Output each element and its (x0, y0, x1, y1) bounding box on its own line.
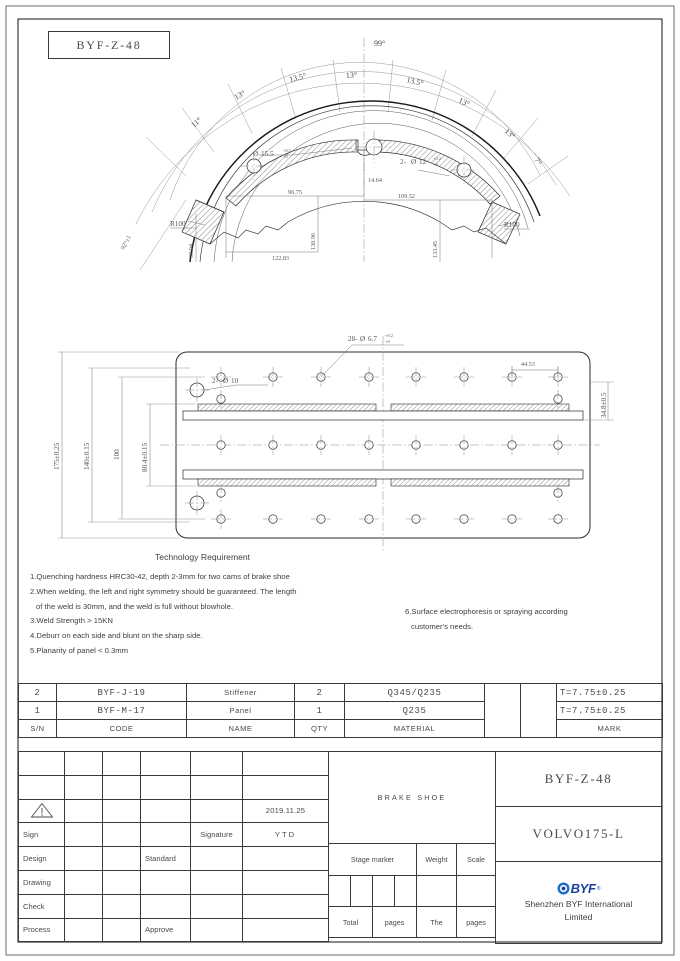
dim-96-75: 96.75 (288, 189, 302, 196)
angle-a5: 13° (457, 95, 472, 109)
process-label: Process (19, 918, 65, 942)
design-name-field[interactable] (65, 847, 103, 871)
bom-blank-a (485, 684, 521, 702)
svg-text:+0.2: +0.2 (385, 333, 393, 338)
revision-row-3 (19, 799, 329, 823)
warning-triangle-icon (19, 799, 65, 823)
bom-sn: 2 (19, 684, 57, 702)
angle-left-small: 11° (189, 115, 204, 130)
pages-row (329, 906, 496, 937)
dim-140: 140±0.15 (83, 442, 91, 470)
tech-item-1: 1.Quenching hardness HRC30-42, depth 2-3mm for two cams of brake shoe (30, 572, 290, 581)
rev-c6 (243, 752, 329, 776)
bom-material: Q345/Q235 (345, 684, 485, 702)
bom-header-blank-a (485, 720, 521, 738)
angle-a4: 13.5° (405, 75, 425, 88)
svg-text:2-: 2- (212, 377, 218, 385)
part-title-row (329, 752, 496, 844)
bom-name: Panel (187, 702, 295, 720)
part-title: BRAKE SHOE (329, 752, 496, 844)
rev-c3 (103, 799, 141, 823)
callout-side-holes (400, 156, 441, 167)
leader-2-d10 (204, 385, 236, 390)
sign-c3 (103, 823, 141, 847)
svg-text:Ø: Ø (253, 150, 259, 158)
radius-left: R100 (170, 220, 186, 228)
rev-c2 (65, 775, 103, 799)
standard-date-field[interactable] (243, 847, 329, 871)
the-label: The (417, 906, 457, 937)
tech-item-3: 3.Weld Strength > 15KN (30, 616, 113, 626)
bom-blank-b (521, 702, 557, 720)
rev-c6 (243, 775, 329, 799)
approve-label: Approve (141, 918, 191, 942)
process-name-field[interactable] (65, 918, 103, 942)
drawing-number-tag (48, 31, 170, 59)
scale-value[interactable] (457, 875, 496, 906)
design-label: Design (19, 847, 65, 871)
bom-mark: T=7.75±0.25 (557, 684, 663, 702)
svg-text:2-: 2- (400, 158, 406, 166)
bom-code: BYF-M-17 (57, 702, 187, 720)
technology-items-right (405, 570, 640, 659)
callout-center-hole (253, 148, 291, 159)
company-name-line1: Shenzhen BYF International (524, 899, 633, 910)
drawing-name-field[interactable] (65, 870, 103, 894)
standard-name-field[interactable] (191, 847, 243, 871)
svg-text:12: 12 (419, 158, 427, 166)
angle-left-taper: 92°±1 (119, 234, 133, 251)
dim-175: 175±0.25 (53, 442, 61, 470)
rev-c1 (19, 752, 65, 776)
dim-14-64: 14.64 (368, 177, 382, 184)
dim-100: 100 (113, 449, 121, 460)
technology-requirement-title: Technology Requirement (155, 552, 251, 562)
bom-header-row (19, 720, 663, 738)
bom-material: Q235 (345, 702, 485, 720)
dim-34-8: 34.8±0.5 (600, 392, 608, 418)
dim-109-52: 109.52 (398, 193, 416, 200)
bom-header-qty: QTY (295, 720, 345, 738)
vehicle-model: VOLVO175-L (496, 807, 662, 862)
bom-header-blank-b (521, 720, 557, 738)
process-row (19, 918, 329, 942)
arc-hole-center (358, 131, 390, 163)
byf-logo-text: BYF (570, 881, 596, 897)
stage-values-row (329, 875, 496, 906)
svg-text:6.7: 6.7 (368, 335, 377, 343)
sign-label: Sign (19, 823, 65, 847)
stage-cell-1[interactable] (329, 875, 351, 906)
title-block-left (18, 751, 329, 942)
leader-side-holes (418, 170, 450, 176)
radius-right: R100 (504, 221, 520, 229)
angle-a2: 13.5° (288, 71, 308, 84)
dim-98-04: 98.04 (188, 244, 195, 258)
stage-header-row (329, 844, 496, 875)
drawing-row (19, 870, 329, 894)
tech-item-2-cont: of the weld is 30mm, and the weld is full without blowhole. (36, 601, 233, 611)
sign-c4 (141, 823, 191, 847)
svg-text:28-: 28- (348, 335, 358, 343)
byf-target-icon (557, 882, 570, 895)
bom-mark: T=7.75±0.25 (557, 702, 663, 720)
rev-c3 (103, 752, 141, 776)
svg-text:Ø: Ø (360, 335, 366, 343)
approve-name-field[interactable] (191, 918, 243, 942)
bom-blank-b (521, 684, 557, 702)
byf-logo-superscript: ® (596, 885, 601, 892)
angle-99: 99° (374, 39, 386, 48)
stage-cell-2[interactable] (351, 875, 373, 906)
rev-c4 (141, 752, 191, 776)
tech-item-6: 6.Surface electrophoresis or spraying according (405, 607, 568, 616)
revision-row-2 (19, 775, 329, 799)
angle-a6: 13° (502, 126, 518, 141)
svg-text:Ø: Ø (223, 377, 229, 385)
angle-a3: 13° (345, 70, 358, 80)
check-c6[interactable] (243, 894, 329, 918)
rev-c4 (141, 775, 191, 799)
stage-cell-4[interactable] (395, 875, 417, 906)
part-number-row (496, 752, 662, 807)
revision-row-1 (19, 752, 329, 776)
title-block-middle (328, 751, 496, 938)
bom-row-2 (19, 684, 663, 702)
stage-cell-3[interactable] (373, 875, 395, 906)
leader-28-holes (321, 345, 352, 377)
dim-138-96: 138.96 (310, 232, 317, 250)
dim-133-45: 133.45 (432, 240, 439, 258)
drawing-c4[interactable] (141, 870, 191, 894)
signature-label: Signature (191, 823, 243, 847)
tech-item-4: 4.Deburr on each side and blunt on the sharp side. (30, 631, 203, 641)
bom-sn: 1 (19, 702, 57, 720)
drawing-c5[interactable] (191, 870, 243, 894)
bom-table (18, 683, 663, 738)
drawing-c6[interactable] (243, 870, 329, 894)
design-date-field[interactable] (103, 847, 141, 871)
svg-text:+0: +0 (385, 339, 390, 344)
dim-80-4: 80.4±0.15 (141, 442, 149, 472)
approve-date-field[interactable] (243, 918, 329, 942)
drawing-label: Drawing (19, 870, 65, 894)
bom-header-sn: S/N (19, 720, 57, 738)
bom-header-mark: MARK (557, 720, 663, 738)
plan-dim-text (53, 333, 608, 472)
sign-row (19, 823, 329, 847)
check-name-field[interactable] (65, 894, 103, 918)
svg-text:15.5: 15.5 (261, 150, 274, 158)
tech-item-2: 2.When welding, the left and right symmetry should be guaranteed. The length (30, 586, 297, 596)
plan-hole-row-bottom (211, 509, 568, 529)
title-block-right (495, 751, 662, 944)
angle-a1: 13° (232, 88, 247, 102)
byf-logo (498, 881, 659, 896)
design-row (19, 847, 329, 871)
weight-label: Weight (417, 844, 457, 875)
company-row (496, 862, 662, 944)
rev-c2 (65, 799, 103, 823)
svg-text:Ø: Ø (411, 158, 417, 166)
rev-c1 (19, 775, 65, 799)
rev-c5 (191, 752, 243, 776)
rev-c2 (65, 752, 103, 776)
check-c4[interactable] (141, 894, 191, 918)
rev-c5 (191, 775, 243, 799)
angle-right-small: 7° (532, 156, 544, 168)
dim-pitch-44-53: 44.53 (521, 361, 535, 368)
bom-header-name: NAME (187, 720, 295, 738)
svg-text:+0.2: +0.2 (433, 156, 441, 161)
plan-big-hole-lower (185, 491, 209, 515)
company-block (496, 862, 662, 944)
process-date-field[interactable] (103, 918, 141, 942)
bom-row-1 (19, 702, 663, 720)
pages-label-1: pages (373, 906, 417, 937)
standard-label: Standard (141, 847, 191, 871)
dim-122-83: 122.83 (272, 255, 290, 262)
bom-code: BYF-J-19 (57, 684, 187, 702)
check-row (19, 894, 329, 918)
callout-28-holes (348, 333, 393, 344)
bom-blank-a (485, 702, 521, 720)
tech-item-5: 5.Planarity of panel < 0.3mm (30, 645, 129, 655)
check-date-field[interactable] (103, 894, 141, 918)
bom-header-code: CODE (57, 720, 187, 738)
model-row (496, 807, 662, 862)
bom-name: Stiffener (187, 684, 295, 702)
rev-c3 (103, 775, 141, 799)
rev-c4 (141, 799, 191, 823)
svg-text:+0.2: +0.2 (283, 148, 291, 153)
svg-text:+0: +0 (433, 162, 438, 167)
tech-item-6-cont: customer's needs. (411, 621, 474, 631)
pages-label-2: pages (457, 906, 496, 937)
svg-text:10: 10 (231, 377, 239, 385)
check-label: Check (19, 894, 65, 918)
svg-text:+0: +0 (283, 154, 288, 159)
bom-qty: 2 (295, 684, 345, 702)
drawing-date: 2019.11.25 (243, 799, 329, 823)
scale-label: Scale (457, 844, 496, 875)
company-name-line2: Limited (564, 911, 593, 922)
weight-value[interactable] (417, 875, 457, 906)
sign-c2 (65, 823, 103, 847)
bom-header-material: MATERIAL (345, 720, 485, 738)
bom-qty: 1 (295, 702, 345, 720)
stage-marker-label: Stage marker (329, 844, 417, 875)
plan-hole-row-lower-inner (217, 484, 562, 502)
drawing-date-field[interactable] (103, 870, 141, 894)
check-c5[interactable] (191, 894, 243, 918)
signature-value: YTD (243, 823, 329, 847)
plan-right-dim (583, 382, 614, 420)
rev-c5 (191, 799, 243, 823)
callout-2-d10 (212, 377, 239, 385)
technology-requirement-block (30, 552, 650, 659)
technology-items-left (30, 570, 405, 659)
part-number: BYF-Z-48 (496, 752, 662, 807)
drawing-number-text: BYF-Z-48 (76, 37, 142, 52)
total-label: Total (329, 906, 373, 937)
